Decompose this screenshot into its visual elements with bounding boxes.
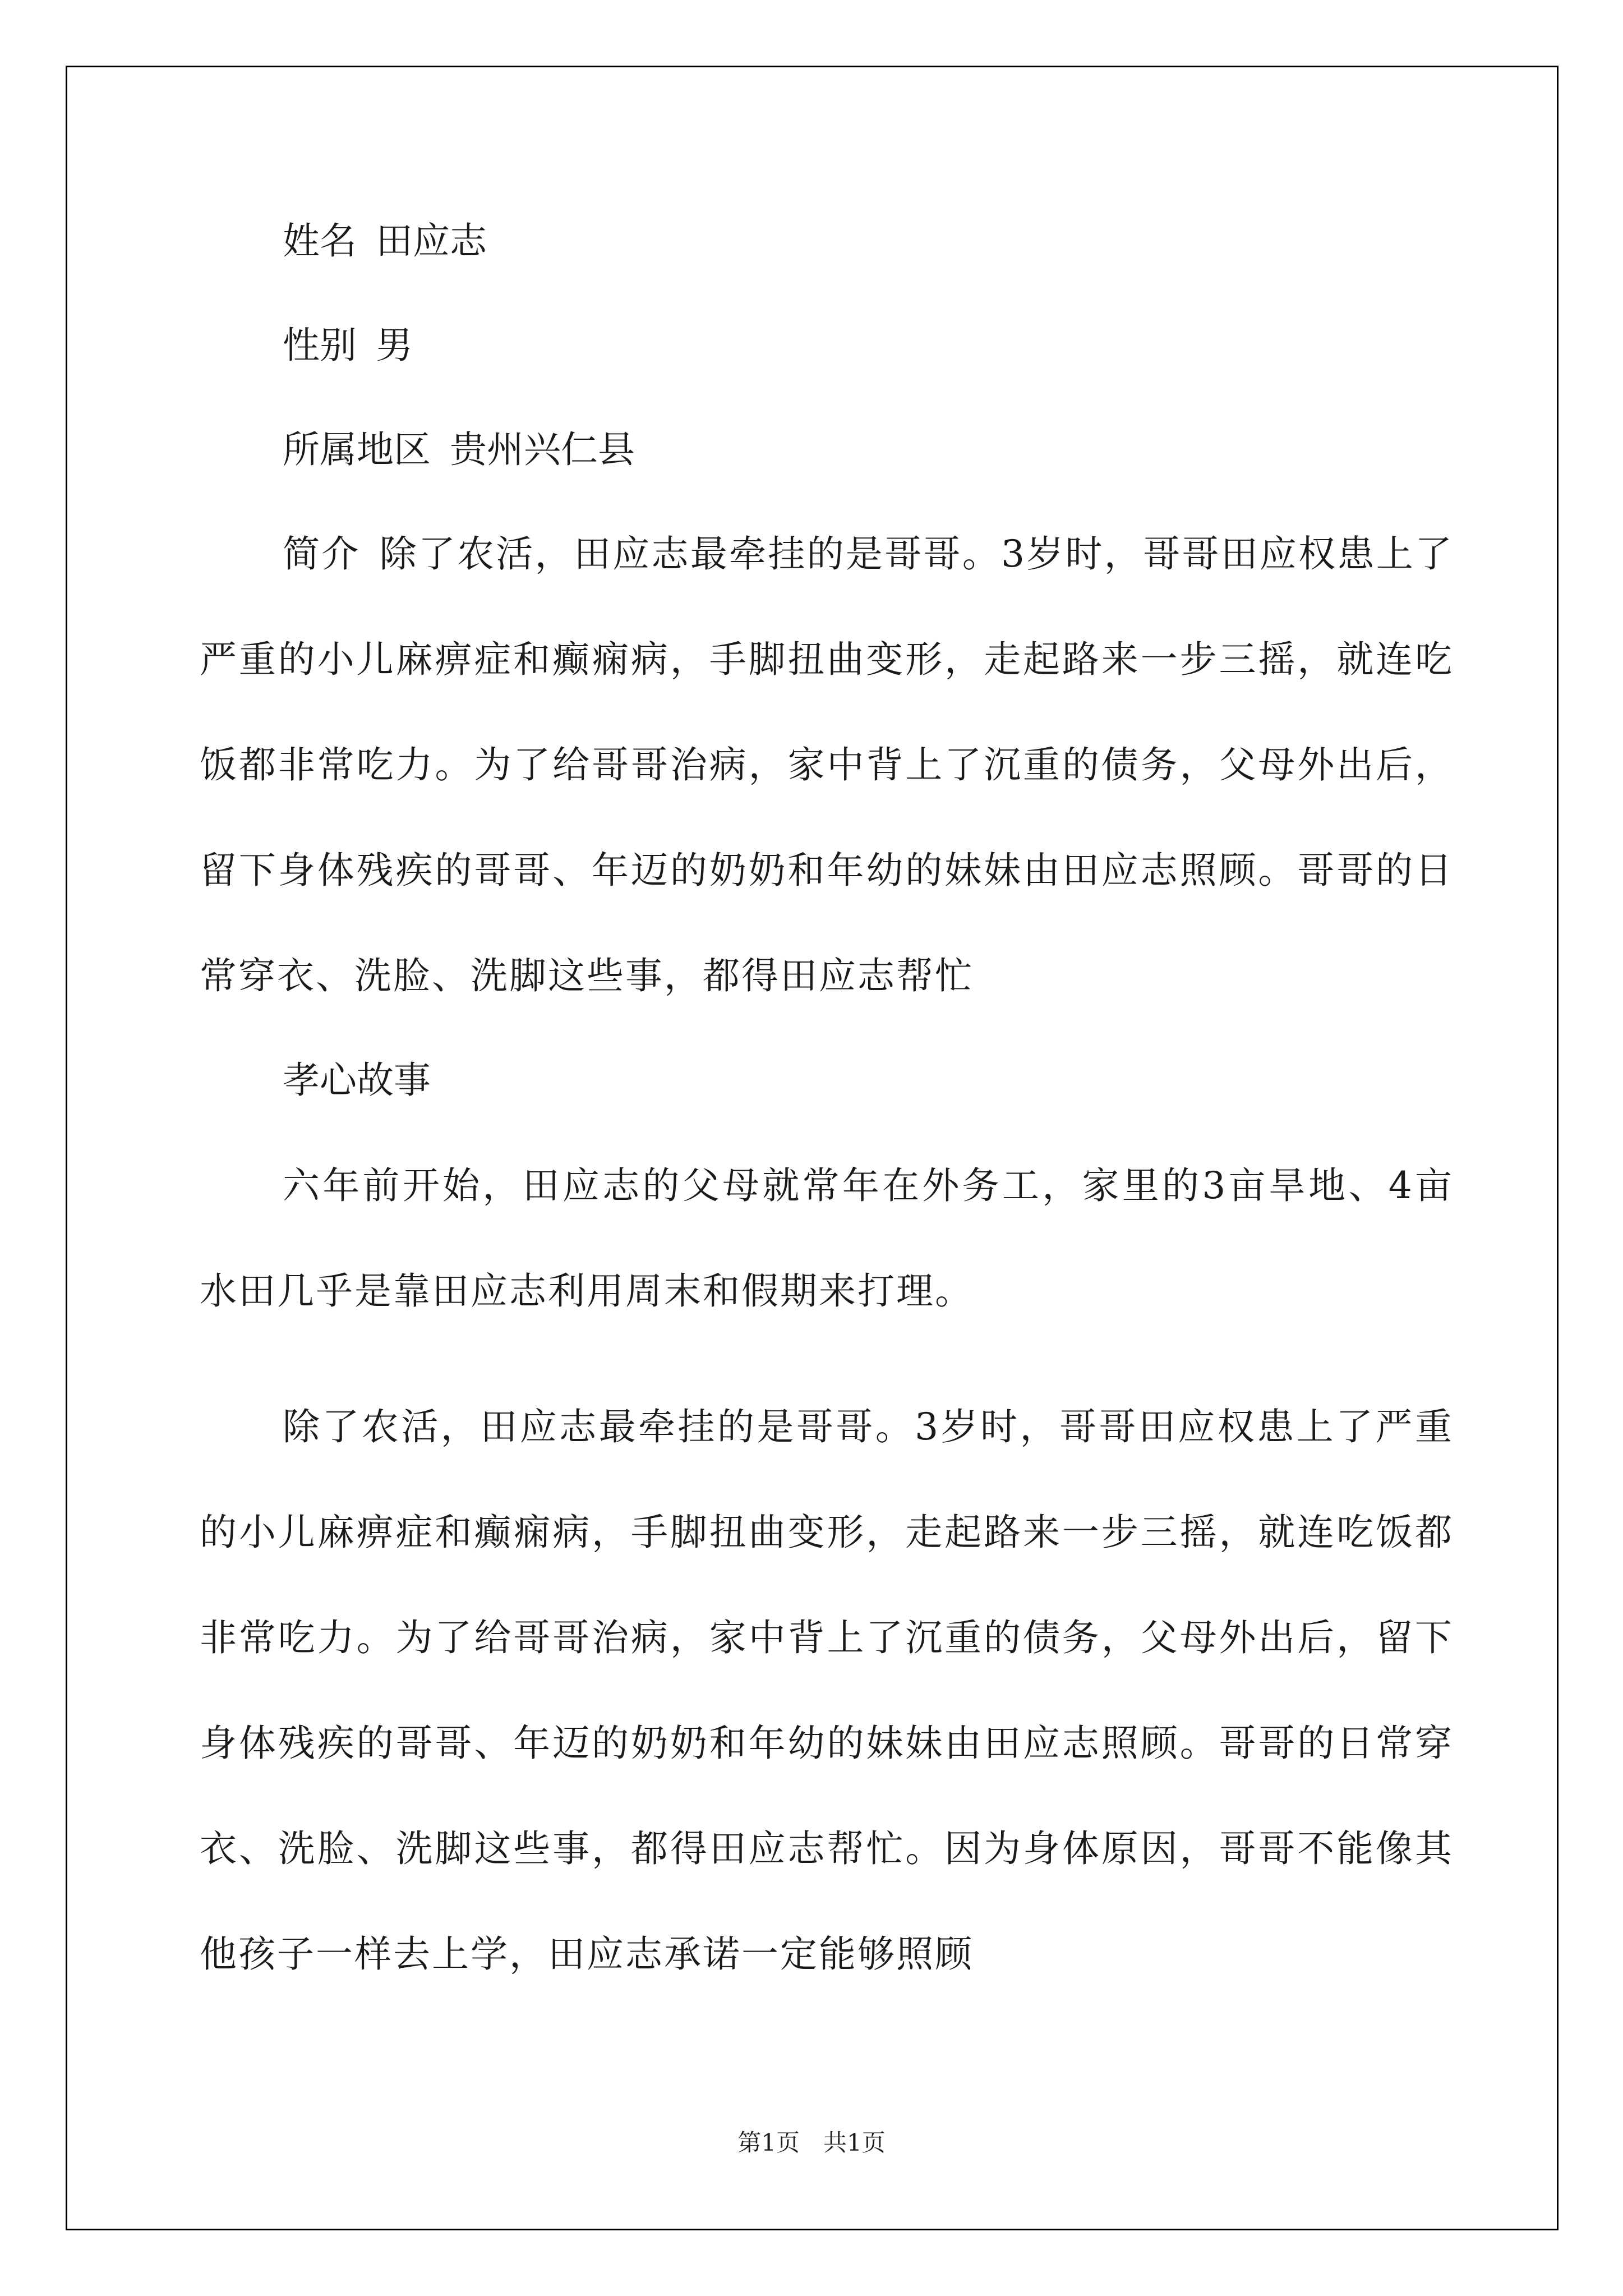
region-value: 贵州兴仁县 — [450, 428, 635, 471]
gender-value: 男 — [376, 324, 413, 367]
intro-text: 除了农活，田应志最牵挂的是哥哥。3岁时，哥哥田应权患上了严重的小儿麻痹症和癫痫病，手脚扭曲变形，走起路来一步三摇，就连吃饭都非常吃力。为了给哥哥治病，家中背上了沉重的债务，父母外出后，留下身体残疾的哥哥、年迈的奶奶和年幼的妹妹由田应志照顾。哥哥的日常穿衣、洗脸、洗脚这些事，都得田应志帮忙 — [200, 532, 1454, 997]
name-label: 姓名 — [283, 219, 357, 263]
story-paragraph-1: 六年前开始，田应志的父母就常年在外务工，家里的3亩旱地、4亩水田几乎是靠田应志利用周末和假期来打理。 — [200, 1164, 1454, 1313]
document-body — [200, 219, 1454, 2007]
gender-label: 性别 — [283, 324, 357, 367]
page-number-footer: 第1页 共1页 — [737, 2129, 886, 2156]
intro-label: 简介 — [283, 532, 361, 576]
name-value: 田应志 — [376, 219, 487, 263]
region-line — [283, 427, 1454, 472]
gender-line — [283, 323, 1454, 368]
name-line — [283, 219, 1454, 264]
intro-paragraph — [200, 501, 1454, 1029]
story-heading: 孝心故事 — [283, 1059, 431, 1102]
story-paragraph-2: 除了农活，田应志最牵挂的是哥哥。3岁时，哥哥田应权患上了严重的小儿麻痹症和癫痫病，手脚扭曲变形，走起路来一步三摇，就连吃饭都非常吃力。为了给哥哥治病，家中背上了沉重的债务，父母外出后，留下身体残疾的哥哥、年迈的奶奶和年幼的妹妹由田应志照顾。哥哥的日常穿衣、洗脸、洗脚这些事，都得田应志帮忙。因为身体原因，哥哥不能像其他孩子一样去上学，田应志承诺一定能够照顾 — [200, 1405, 1454, 1976]
region-label: 所属地区 — [283, 428, 431, 471]
